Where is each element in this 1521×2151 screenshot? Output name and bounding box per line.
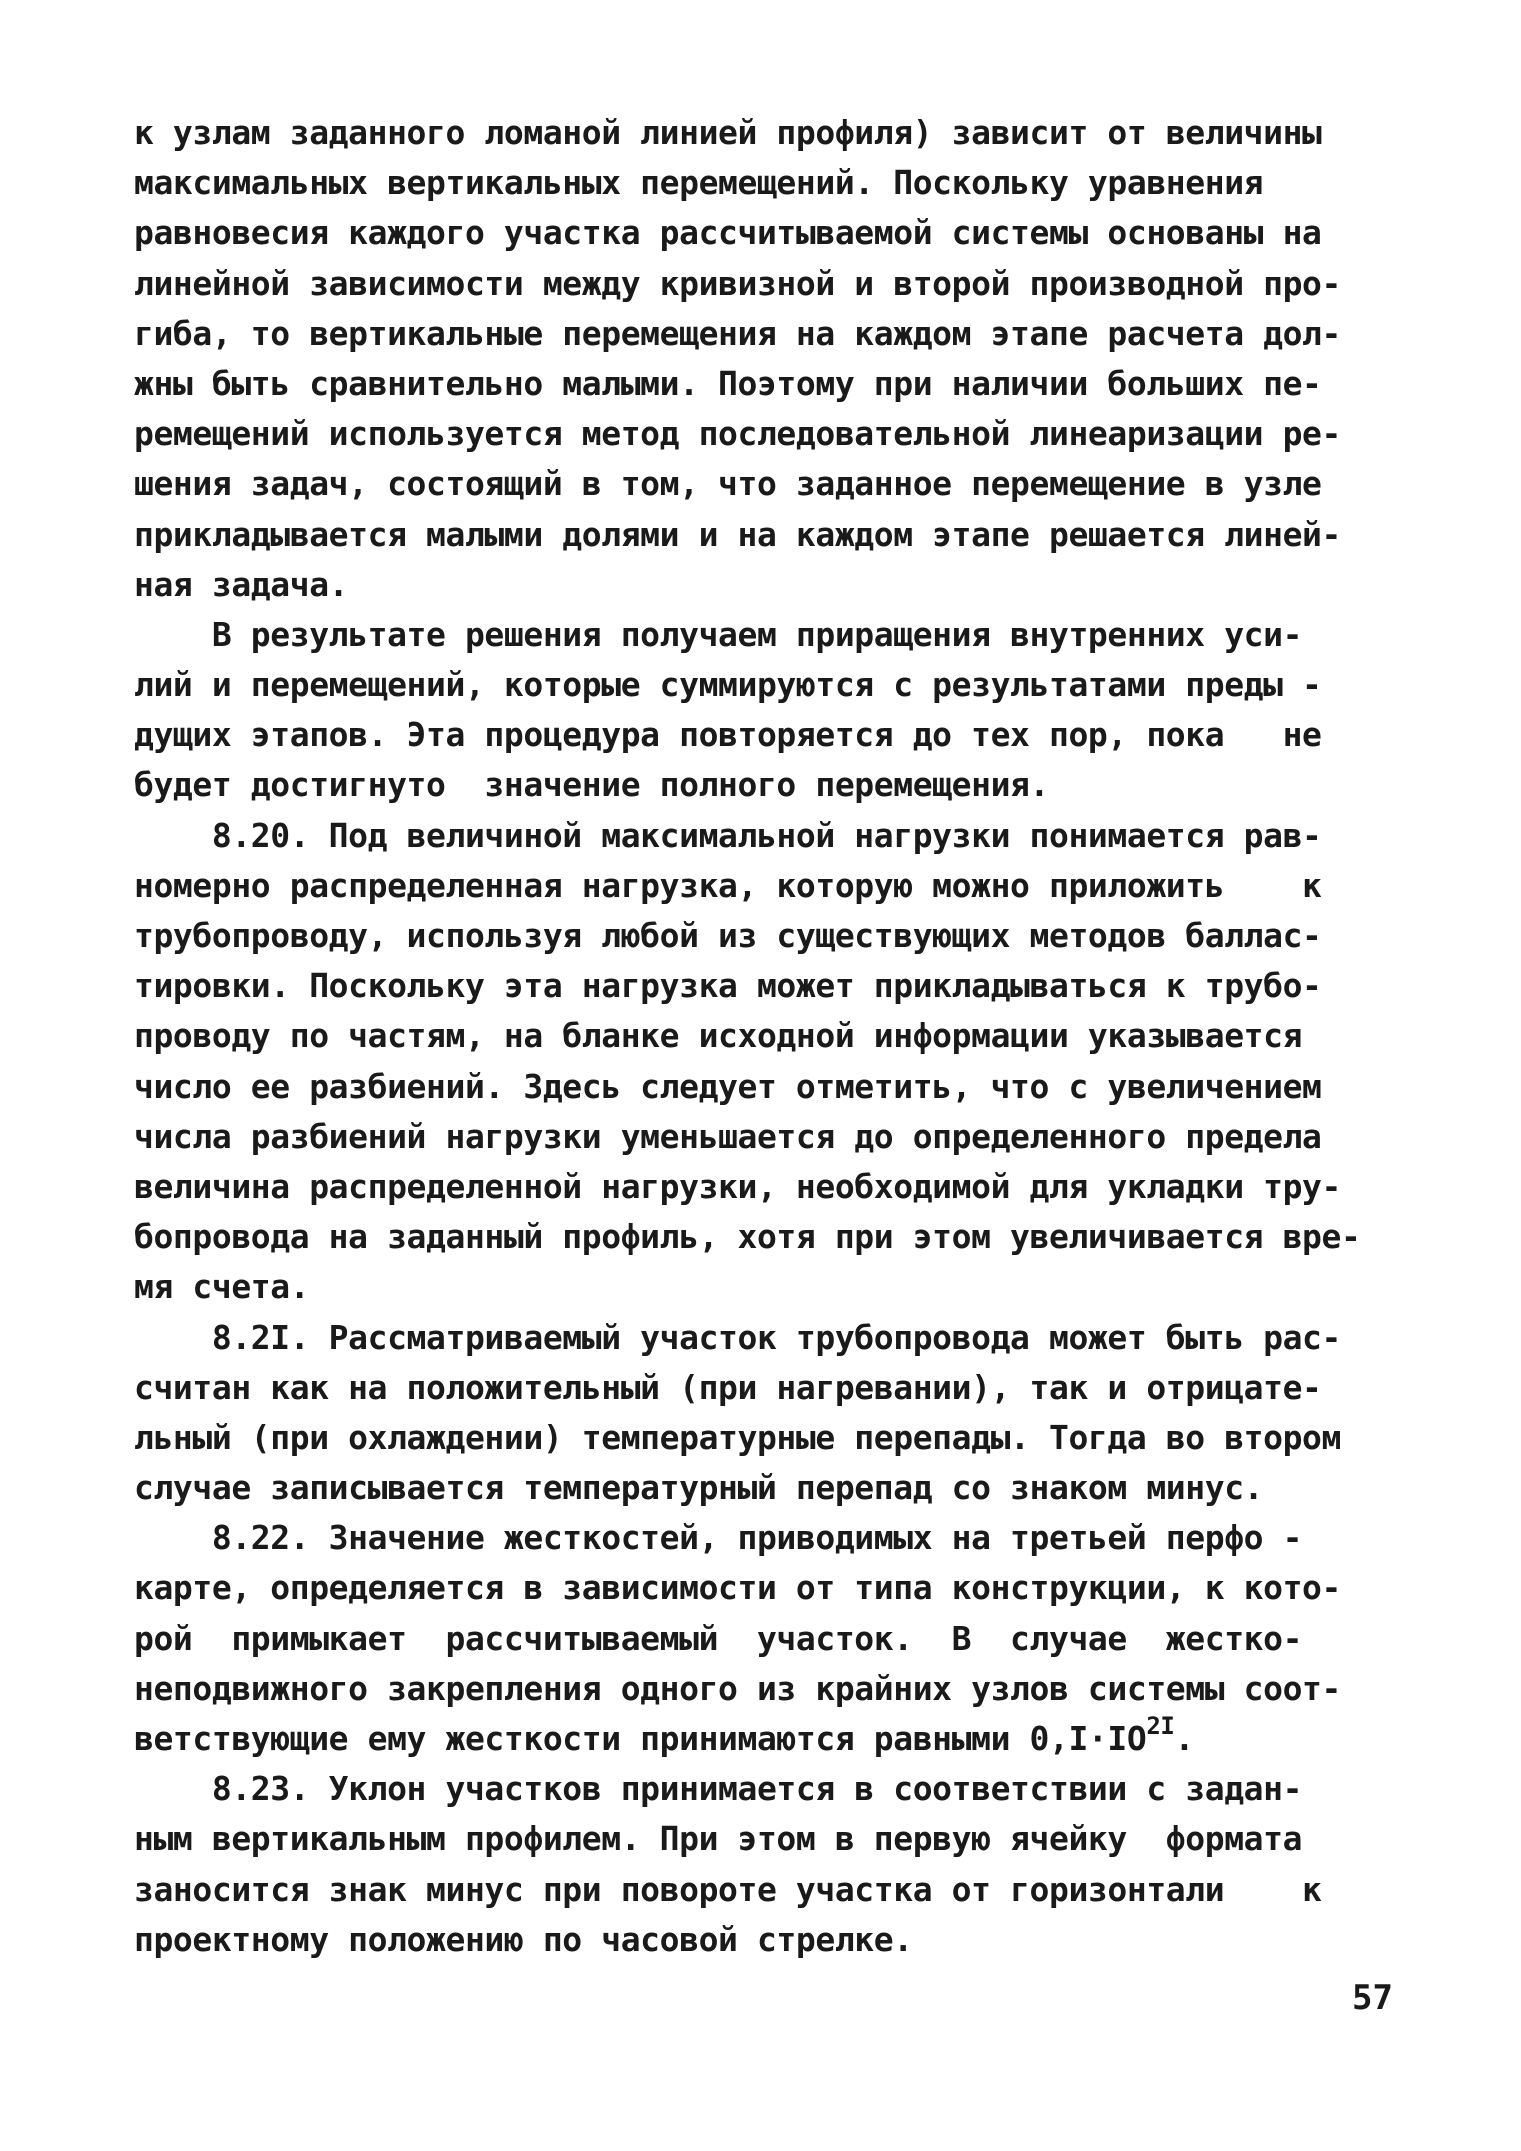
text-line: заносится знак минус при повороте участка от горизонтали к [134, 1869, 1322, 1909]
text-line-with-superscript [134, 1714, 1424, 1764]
text-line: проектному положению по часовой стрелке. [134, 1919, 913, 1959]
text-line: шения задач, состоящий в том, что заданное перемещение в узле [134, 464, 1322, 504]
text-line: прикладывается малыми долями и на каждом этапе решается линей- [134, 514, 1341, 554]
text-line: равновесия каждого участка рассчитываемой системы основаны на [134, 213, 1322, 253]
text-line: неподвижного закрепления одного из крайних узлов системы соот- [134, 1668, 1341, 1708]
text-line: максимальных вертикальных перемещений. Поскольку уравнения [134, 163, 1264, 203]
text-line: трубопроводу, используя любой из существующих методов баллас- [134, 916, 1322, 955]
paragraph-8-23 [134, 1764, 1424, 1965]
text-line: тировки. Поскольку эта нагрузка может прикладываться к трубо- [134, 966, 1322, 1006]
paragraph-1 [134, 108, 1424, 610]
text-line: льный (при охлаждении) температурные перепады. Тогда во втором [134, 1417, 1341, 1457]
text-line: ремещений используется метод последовательной линеаризации ре- [134, 414, 1341, 454]
text-line: рой примыкает рассчитываемый участок. В случае жестко- [134, 1618, 1303, 1658]
text-line: жны быть сравнительно малыми. Поэтому при наличии больших пе- [134, 363, 1322, 403]
text-line: 8.22. Значение жесткостей, приводимых на третьей перфо - [134, 1518, 1303, 1558]
page-number: 57 [1352, 1978, 1393, 2018]
text-line: величина распределенной нагрузки, необходимой для укладки тру- [134, 1166, 1341, 1206]
text-line: ная задача. [134, 564, 349, 604]
text-line: бопровода на заданный профиль, хотя при этом увеличивается вре- [134, 1217, 1361, 1257]
paragraph-8-22 [134, 1513, 1424, 1764]
text-line: случае записывается температурный перепад со знаком минус. [134, 1468, 1264, 1508]
formula-text: ветствующие ему жесткости принимаются равными 0,I·IO [134, 1719, 1147, 1758]
text-line: номерно распределенная нагрузка, которую можно приложить к [134, 865, 1322, 905]
text-line: мя счета. [134, 1267, 310, 1307]
text-line: число ее разбиений. Здесь следует отметить, что с увеличением [134, 1066, 1322, 1106]
text-line: считан как на положительный (при нагревании), так и отрицате- [134, 1367, 1322, 1407]
text-line: карте, определяется в зависимости от типа конструкции, к кото- [134, 1568, 1341, 1608]
text-line: дущих этапов. Эта процедура повторяется до тех пор, пока не [134, 715, 1322, 755]
document-text [134, 108, 1424, 1965]
text-line: числа разбиений нагрузки уменьшается до определенного предела [134, 1116, 1322, 1156]
text-line: к узлам заданного ломаной линией профиля) зависит от величины [134, 113, 1322, 152]
text-line: 8.23. Уклон участков принимается в соответствии с задан- [134, 1769, 1303, 1809]
text-line: лий и перемещений, которые суммируются с результатами преды - [134, 665, 1322, 705]
text-line: линейной зависимости между кривизной и второй производной про- [134, 263, 1341, 303]
text-line: будет достигнуто значение полного перемещения. [134, 765, 1049, 805]
text-line: ным вертикальным профилем. При этом в первую ячейку формата [134, 1819, 1303, 1859]
paragraph-8-20 [134, 811, 1424, 1313]
text-line: 8.20. Под величиной максимальной нагрузки понимается рав- [134, 815, 1322, 855]
text-line: В результате решения получаем приращения внутренних уси- [134, 614, 1303, 654]
formula-end-punctuation: . [1174, 1719, 1194, 1758]
paragraph-8-21 [134, 1313, 1424, 1514]
exponent-superscript: 2I [1146, 1712, 1175, 1740]
text-line: гиба, то вертикальные перемещения на каждом этапе расчета дол- [134, 313, 1341, 353]
text-line: 8.2I. Рассматриваемый участок трубопровода может быть рас- [134, 1317, 1341, 1357]
paragraph-2 [134, 610, 1424, 811]
text-line: проводу по частям, на бланке исходной информации указывается [134, 1016, 1303, 1056]
